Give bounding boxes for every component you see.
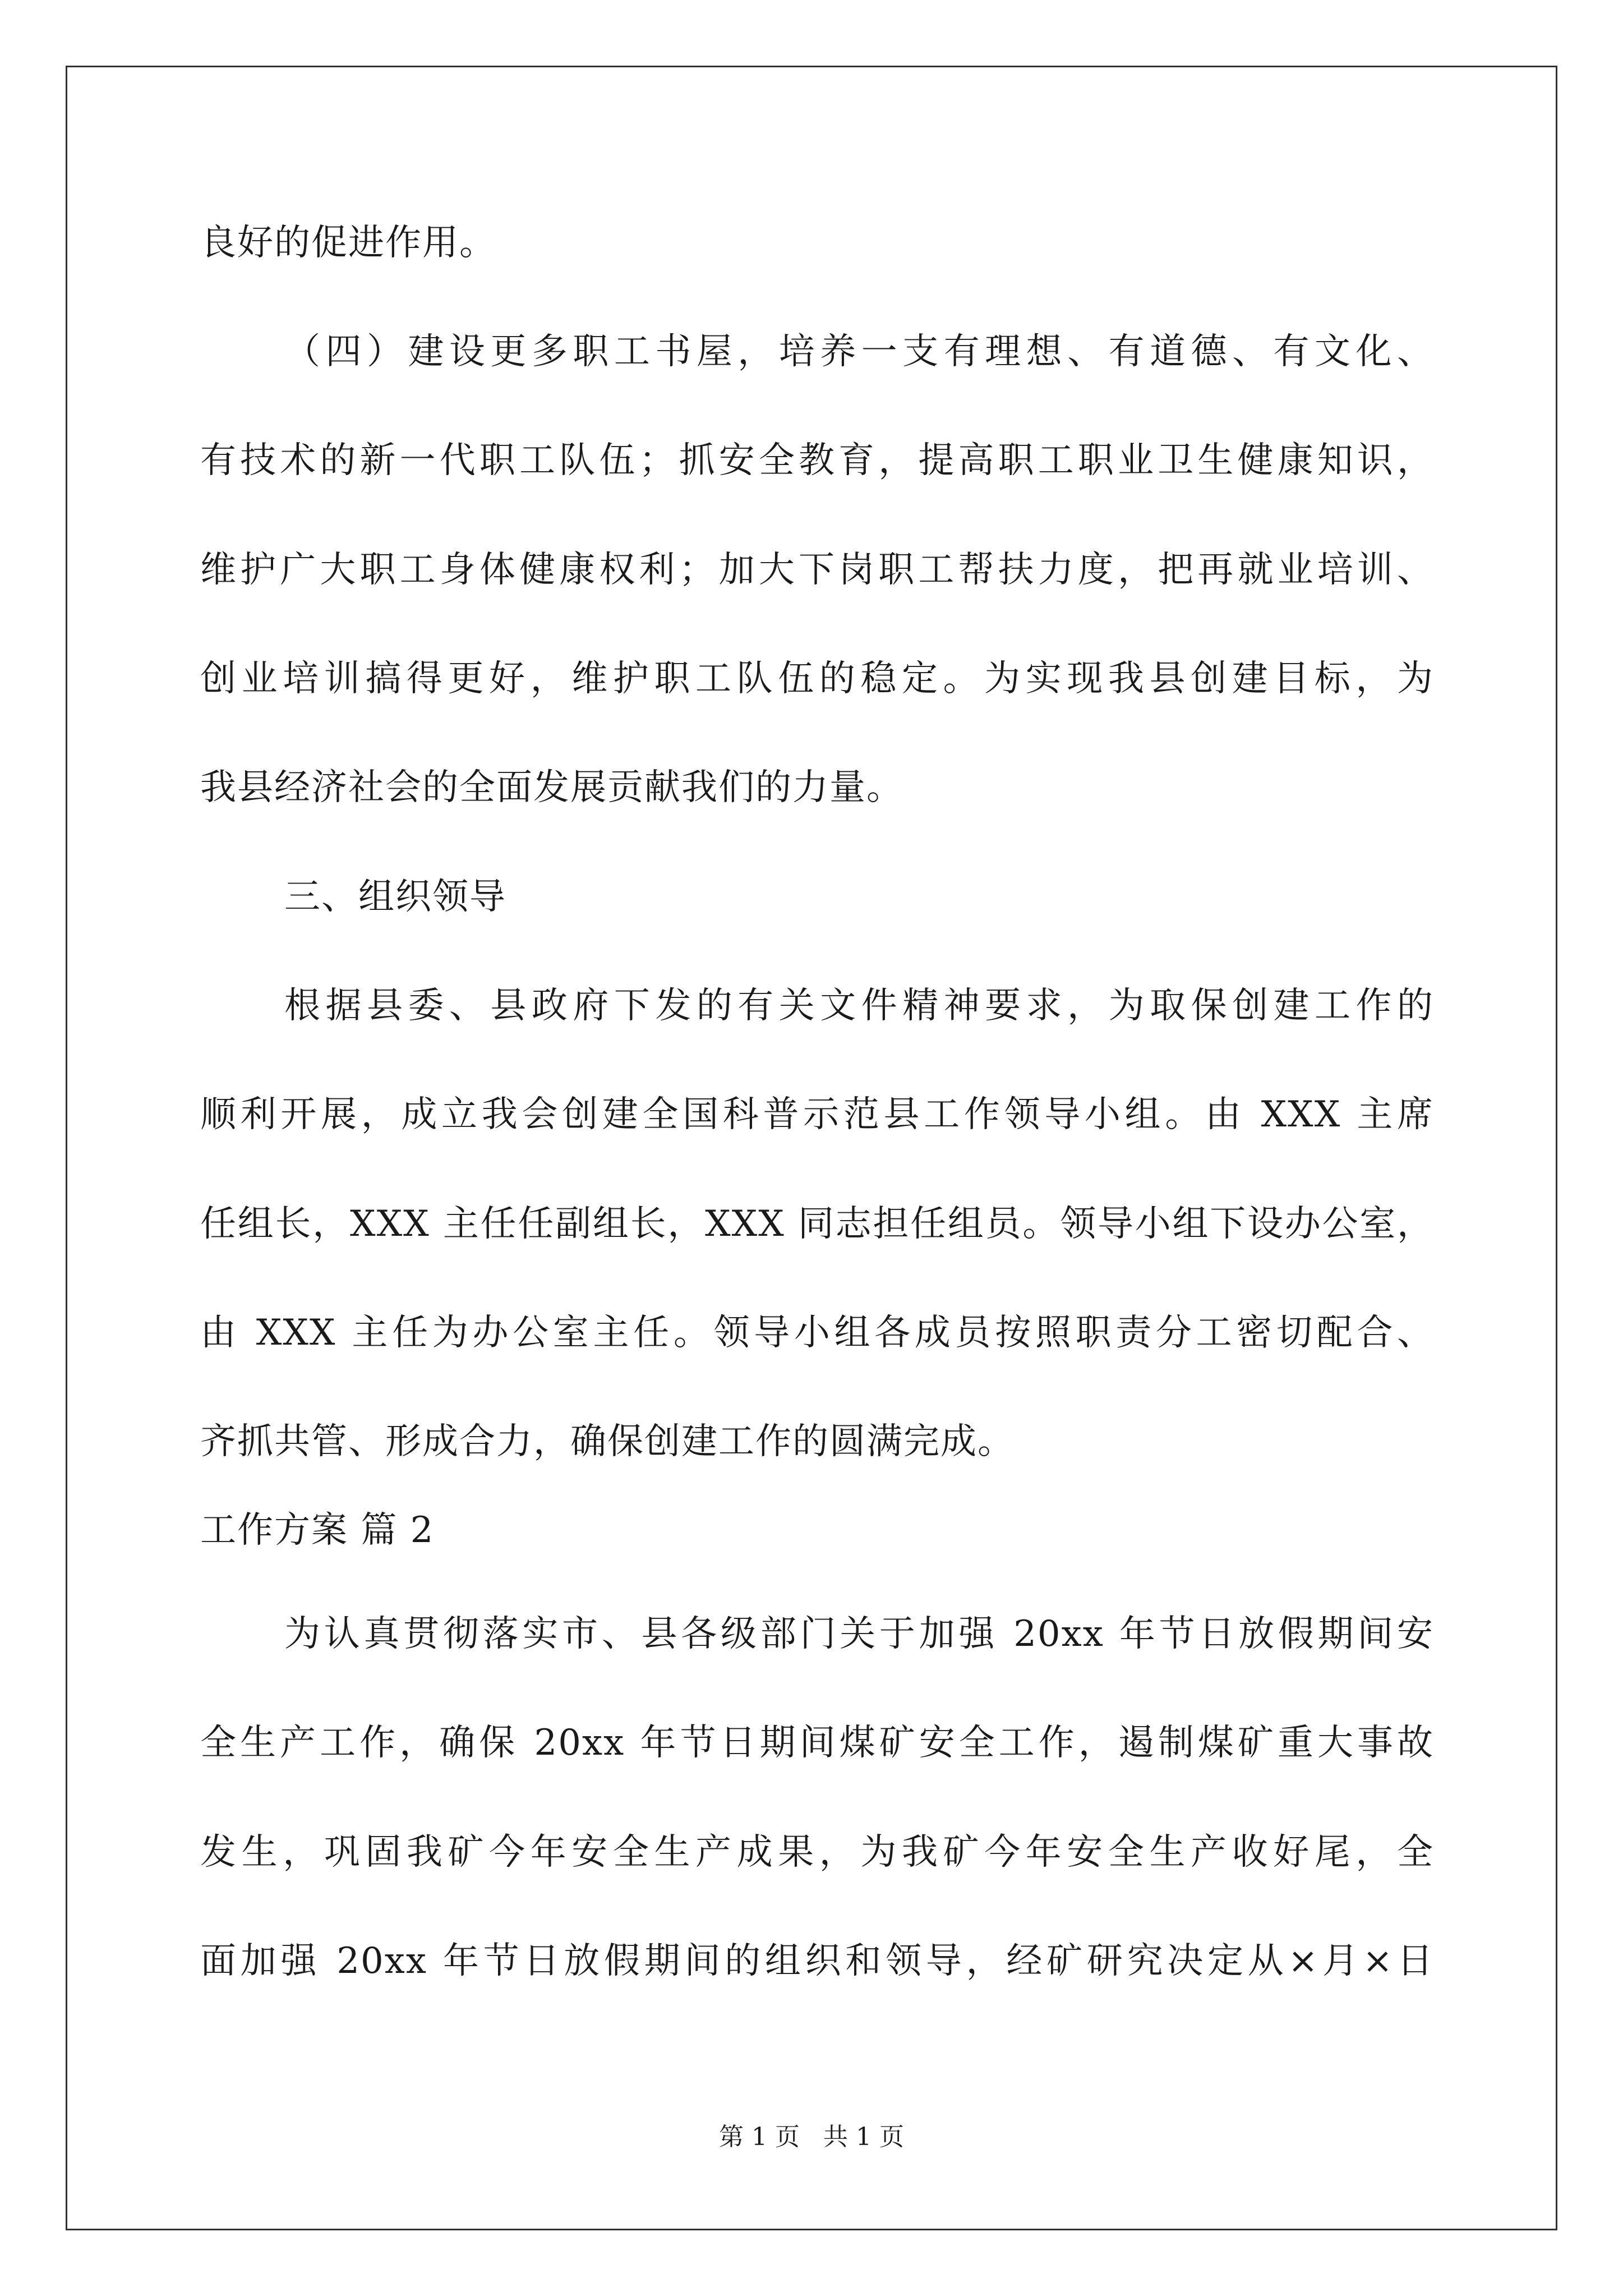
paragraph-line: 根据县委、县政府下发的有关文件精神要求，为取保创建工作的 <box>284 985 1434 1027</box>
page-border <box>66 66 1557 2230</box>
paragraph-line: （四）建设更多职工书屋，培养一支有理想、有道德、有文化、 <box>284 331 1434 372</box>
paragraph-line: 面加强 20xx 年节日放假期间的组织和领导，经矿研究决定从×月×日 <box>200 1940 1434 1982</box>
paragraph-line: 维护广大职工身体健康权利；加大下岗职工帮扶力度，把再就业培训、 <box>200 549 1434 591</box>
paragraph-line: 全生产工作，确保 20xx 年节日期间煤矿安全工作，遏制煤矿重大事故 <box>200 1722 1434 1764</box>
paragraph-line: 由 XXX 主任为办公室主任。领导小组各成员按照职责分工密切配合、 <box>200 1312 1434 1354</box>
paragraph-line: 我县经济社会的全面发展贡献我们的力量。 <box>200 767 903 808</box>
paragraph-line: 创业培训搞得更好，维护职工队伍的稳定。为实现我县创建目标，为 <box>200 658 1434 700</box>
section-title: 工作方案 篇 2 <box>200 1510 435 1551</box>
page-footer: 第 1 页 共 1 页 <box>719 2123 904 2151</box>
paragraph-line: 发生，巩固我矿今年安全生产成果，为我矿今年安全生产收好尾，全 <box>200 1832 1434 1873</box>
paragraph-line: 为认真贯彻落实市、县各级部门关于加强 20xx 年节日放假期间安 <box>284 1613 1434 1655</box>
paragraph-line: 任组长，XXX 主任任副组长，XXX 同志担任组员。领导小组下设办公室， <box>200 1203 1434 1245</box>
paragraph-line: 良好的促进作用。 <box>200 222 496 264</box>
section-heading: 三、组织领导 <box>284 876 506 918</box>
paragraph-line: 齐抓共管、形成合力，确保创建工作的圆满完成。 <box>200 1421 1015 1462</box>
paragraph-line: 有技术的新一代职工队伍；抓安全教育，提高职工职业卫生健康知识， <box>200 440 1434 481</box>
paragraph-line: 顺利开展，成立我会创建全国科普示范县工作领导小组。由 XXX 主席 <box>200 1094 1434 1135</box>
